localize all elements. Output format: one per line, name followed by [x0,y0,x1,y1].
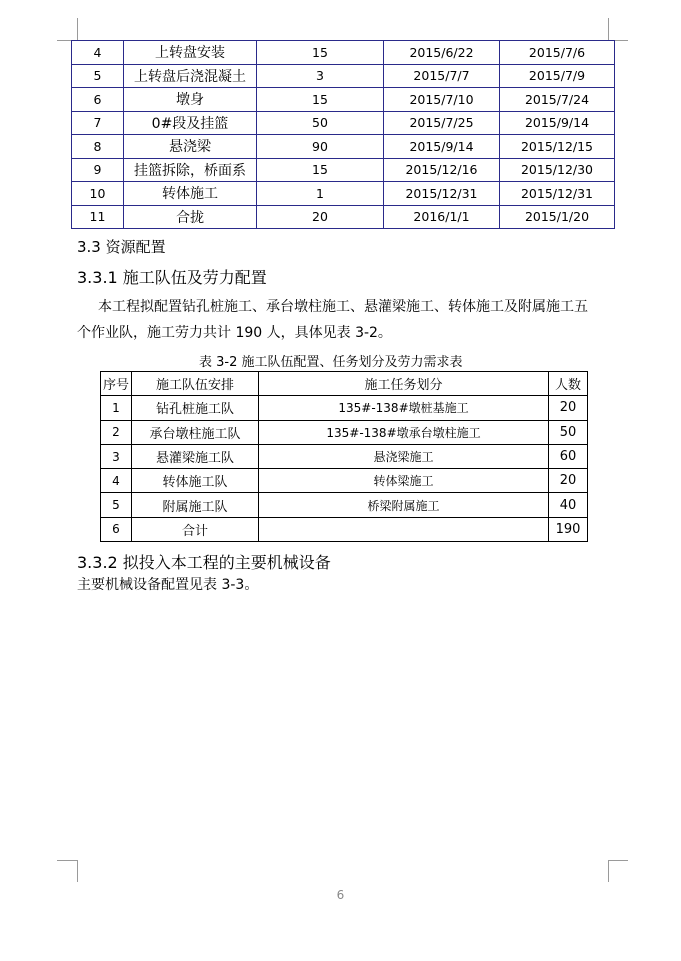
table-cell: 合计 [132,517,259,541]
table-cell: 20 [549,469,588,493]
table-cell [259,517,549,541]
table-caption: 表 3-2 施工队伍配置、任务划分及劳力需求表 [199,355,463,370]
table-cell: 2015/12/15 [500,135,615,159]
table-cell: 50 [257,111,384,135]
table-cell: 2015/7/6 [500,41,615,65]
section-heading-3-3-1: 3.3.1 施工队伍及劳力配置 [77,268,267,287]
table-row [72,111,615,135]
table-cell: 桥梁附属施工 [259,493,549,517]
table-cell: 5 [72,64,124,88]
table-cell: 1 [257,182,384,206]
table-cell: 转体施工队 [132,469,259,493]
table-row [72,182,615,206]
crop-mark-bottom-left-v [77,860,78,882]
table-cell: 钻孔桩施工队 [132,396,259,420]
table-cell: 9 [72,158,124,182]
table-cell: 190 [549,517,588,541]
table-cell: 上转盘安装 [124,41,257,65]
table-cell: 附属施工队 [132,493,259,517]
table-cell: 2015/7/9 [500,64,615,88]
schedule-table-body [72,41,615,229]
table-cell: 2015/1/20 [500,205,615,229]
table-cell: 2015/12/31 [384,182,500,206]
table-cell: 8 [72,135,124,159]
table-cell: 合拢 [124,205,257,229]
table-cell: 6 [72,88,124,112]
table-cell: 悬浇梁 [124,135,257,159]
table-row [72,205,615,229]
section-heading-3-3-2: 3.3.2 拟投入本工程的主要机械设备 [77,553,331,572]
team-table-body [101,396,588,542]
table-cell: 2015/7/25 [384,111,500,135]
table-cell: 7 [72,111,124,135]
table-cell: 挂篮拆除，桥面系 [124,158,257,182]
schedule-table [71,40,615,229]
table-cell: 135#-138#墩承台墩柱施工 [259,420,549,444]
table-header-cell: 人数 [549,372,588,396]
table-cell: 2 [101,420,132,444]
table-cell: 2015/9/14 [384,135,500,159]
table-cell: 1 [101,396,132,420]
paragraph-line: 本工程拟配置钻孔桩施工、承台墩柱施工、悬灌梁施工、转体施工及附属施工五 [98,299,588,315]
table-cell: 3 [257,64,384,88]
crop-mark-bottom-right-h [608,860,628,861]
team-table-header-row [101,372,588,396]
table-cell: 135#-138#墩桩基施工 [259,396,549,420]
table-row [101,444,588,468]
table-cell: 4 [101,469,132,493]
table-cell: 15 [257,41,384,65]
page-number: 6 [336,888,345,902]
table-cell: 2015/9/14 [500,111,615,135]
table-cell: 2015/6/22 [384,41,500,65]
table-cell: 6 [101,517,132,541]
table-cell: 15 [257,88,384,112]
table-cell: 2015/7/24 [500,88,615,112]
table-row [101,469,588,493]
table-cell: 2015/12/16 [384,158,500,182]
crop-mark-bottom-right-v [608,860,609,882]
table-cell: 50 [549,420,588,444]
table-cell: 转体施工 [124,182,257,206]
table-cell: 40 [549,493,588,517]
table-cell: 2016/1/1 [384,205,500,229]
table-cell: 11 [72,205,124,229]
table-row [72,41,615,65]
table-cell: 2015/12/30 [500,158,615,182]
table-cell: 转体梁施工 [259,469,549,493]
crop-mark-bottom-left-h [57,860,77,861]
paragraph: 主要机械设备配置见表 3-3。 [77,577,259,593]
table-cell: 10 [72,182,124,206]
table-cell: 15 [257,158,384,182]
team-table [100,371,588,542]
table-row [72,158,615,182]
table-header-cell: 施工任务划分 [259,372,549,396]
table-cell: 4 [72,41,124,65]
table-cell: 20 [257,205,384,229]
table-cell: 20 [549,396,588,420]
table-row [101,396,588,420]
table-row [72,135,615,159]
table-row [72,64,615,88]
table-row [101,517,588,541]
table-cell: 悬灌梁施工队 [132,444,259,468]
table-cell: 0#段及挂篮 [124,111,257,135]
table-cell: 墩身 [124,88,257,112]
table-row [101,420,588,444]
table-cell: 承台墩柱施工队 [132,420,259,444]
table-cell: 悬浇梁施工 [259,444,549,468]
crop-mark-top-left-v [77,18,78,40]
table-cell: 60 [549,444,588,468]
paragraph-line: 个作业队，施工劳力共计 190 人，具体见表 3-2。 [77,325,392,341]
table-header-cell: 序号 [101,372,132,396]
table-row [72,88,615,112]
table-header-cell: 施工队伍安排 [132,372,259,396]
section-heading-3-3: 3.3 资源配置 [77,238,166,256]
crop-mark-top-right-v [608,18,609,40]
table-cell: 90 [257,135,384,159]
table-cell: 2015/12/31 [500,182,615,206]
table-cell: 2015/7/10 [384,88,500,112]
table-cell: 2015/7/7 [384,64,500,88]
table-cell: 3 [101,444,132,468]
table-row [101,493,588,517]
table-cell: 5 [101,493,132,517]
table-cell: 上转盘后浇混凝土 [124,64,257,88]
